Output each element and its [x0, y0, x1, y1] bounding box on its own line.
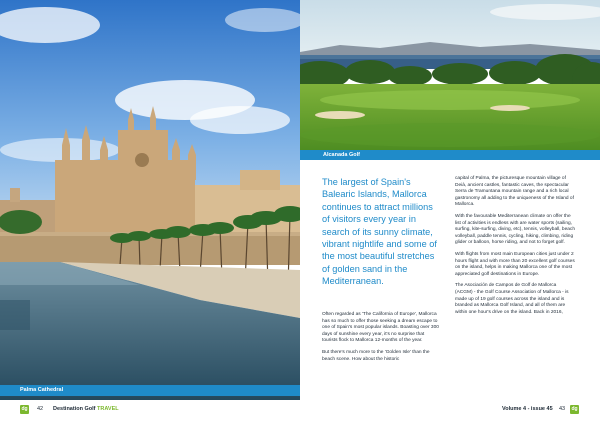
page-number-right: 43 — [559, 406, 566, 412]
page-number-left: 42 — [37, 406, 44, 412]
publication-title: Destination Golf — [53, 406, 96, 412]
cathedral-photo — [0, 0, 300, 400]
dg-logo-icon: dg — [21, 406, 28, 412]
paragraph: With flights from most main European cities just under 2 hours flight and with more than 20 excellent golf courses on the island, helps in making Mallorca one of the most appreciated golf destinations in Europe. — [455, 251, 575, 277]
publication-name — [53, 405, 119, 414]
paragraph: But there's much more to the 'Golden Isle' than the beach scene. How about the historic — [322, 349, 430, 362]
paragraph: capital of Palma, the picturesque mountain village of Deià, ancient castles, fantastic caves, the spectacular Serra de Tramuntana mountain range and a rich local gastronomy all adding to the uniqueness of the Island of Mallorca. — [455, 176, 574, 208]
paragraph: The Asociación de Campos de Golf de Mallorca (ACGM) - the Golf Course Association of Mallorca - is made up of 19 golf courses across the island and is branded as Mallorca Golf Island, and all of them are within one hour's drive on the island. Back in 2016, — [455, 283, 569, 315]
paragraph: With the favourable Mediterranean climate on offer the list of activities is endless with are water sports (sailing, surfing, kite-surfing, diving, etc), tennis, volleyball, beach volleyball, paddle tennis, cycling, hiking, climbing, riding glider or balloon, horse riding, and not to forget golf. — [455, 213, 575, 246]
issue-label: Volume 4 - issue 45 — [502, 406, 553, 412]
golf-course-photo — [300, 0, 600, 150]
lead-paragraph: The largest of Spain's Balearic Islands, Mallorca continues to attract millions of visitors every year in search of its sunny climate, vibrant nightlife and some of the most beautiful stretches of golden sand in the Mediterranean. — [322, 177, 437, 287]
article-column-right — [455, 176, 575, 321]
left-photo-caption: Palma Cathedral — [0, 385, 300, 396]
right-photo-caption: Alcanada Golf — [300, 150, 600, 160]
publication-suffix: TRAVEL — [97, 406, 119, 412]
paragraph: Often regarded as 'The California of Europe', Mallorca has so much to offer those seeking a dream escape to one of Spain's most popular islands. Boasting over 300 days of sunshine every year, it's no surprise that tourists flock to Mallorca 12-months of the year. — [322, 312, 439, 344]
article-column-left — [322, 312, 440, 368]
dg-logo-icon: dg — [571, 406, 578, 412]
